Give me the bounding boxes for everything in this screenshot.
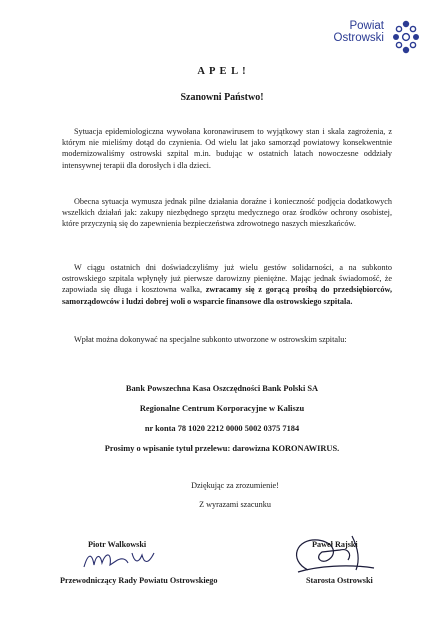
transfer-title: Prosimy o wpisanie tytuł przelewu: darowizna KORONAWIRUS. [104, 444, 340, 453]
paragraph-3-text: W ciągu ostatnich dni doświadczyliśmy już wielu gestów solidarności, a na subkonto ostrowskiego szpitala wpłynęły już pierwsze darowizny pieniężne. Mając jednak świadomość, że zapowiada się długa i kosztowna walka, [62, 263, 392, 295]
letter-title: A P E L ! [197, 66, 247, 77]
powiat-logo [302, 20, 422, 60]
paragraph-4: Wpłat można dokonywać na specjalne subkonto utworzone w ostrowskim szpitalu: [74, 335, 347, 344]
letter-salutation: Szanowni Państwo! [180, 92, 264, 103]
bank-name: Bank Powszechna Kasa Oszczędności Bank Polski SA [125, 384, 319, 393]
signature-left [76, 543, 166, 573]
signatory-left-name: Piotr Walkowski [88, 540, 147, 549]
thanks-line: Dziękując za zrozumienie! [191, 481, 279, 490]
paragraph-3-bold: zwracamy się z gorącą prośbą do przedsiębiorców, samorządowców i ludzi dobrej woli o wsparcie finansowe dla ostrowskiego szpitala. [62, 285, 392, 306]
signatory-left-role: Przewodniczący Rady Powiatu Ostrowskiego [60, 576, 218, 585]
paragraph-1: Sytuacja epidemiologiczna wywołana koronawirusem to wyjątkowy stan i skala zagrożenia, z którym nie mieliśmy dotąd do czynienia. Od wielu lat jako samorząd powiatowy konsekwentnie modernizowaliśmy ostrowski szpital m.in. budując w ostatnich latach nowoczesne oddziały intensywnej terapii dla dorosłych i dla dzieci. [62, 127, 392, 170]
logo-text [302, 20, 384, 44]
bank-branch: Regionalne Centrum Korporacyjne w Kaliszu [139, 404, 305, 413]
paragraph-2: Obecna sytuacja wymusza jednak pilne działania doraźne i konieczność podjęcia dodatkowych wszelkich działań jak: zakupy niezbędnego sprzętu medycznego oraz środków ochrony osobistej, które przyczynią się do zapewnienia bezpieczeństwa zdrowotnego naszych mieszkańców. [62, 197, 392, 229]
logo-line-1: Powiat [349, 20, 384, 32]
signatory-right-role: Starosta Ostrowski [306, 576, 373, 585]
paragraph-3 [62, 262, 392, 307]
regards-line: Z wyrazami szacunku [199, 500, 271, 509]
account-number: nr konta 78 1020 2212 0000 5002 0375 7184 [144, 424, 300, 433]
flower-dots-icon [390, 20, 422, 54]
logo-line-2: Ostrowski [333, 32, 384, 44]
signatory-right-name: Paweł Rajski [312, 540, 358, 549]
signature-right [278, 530, 388, 576]
